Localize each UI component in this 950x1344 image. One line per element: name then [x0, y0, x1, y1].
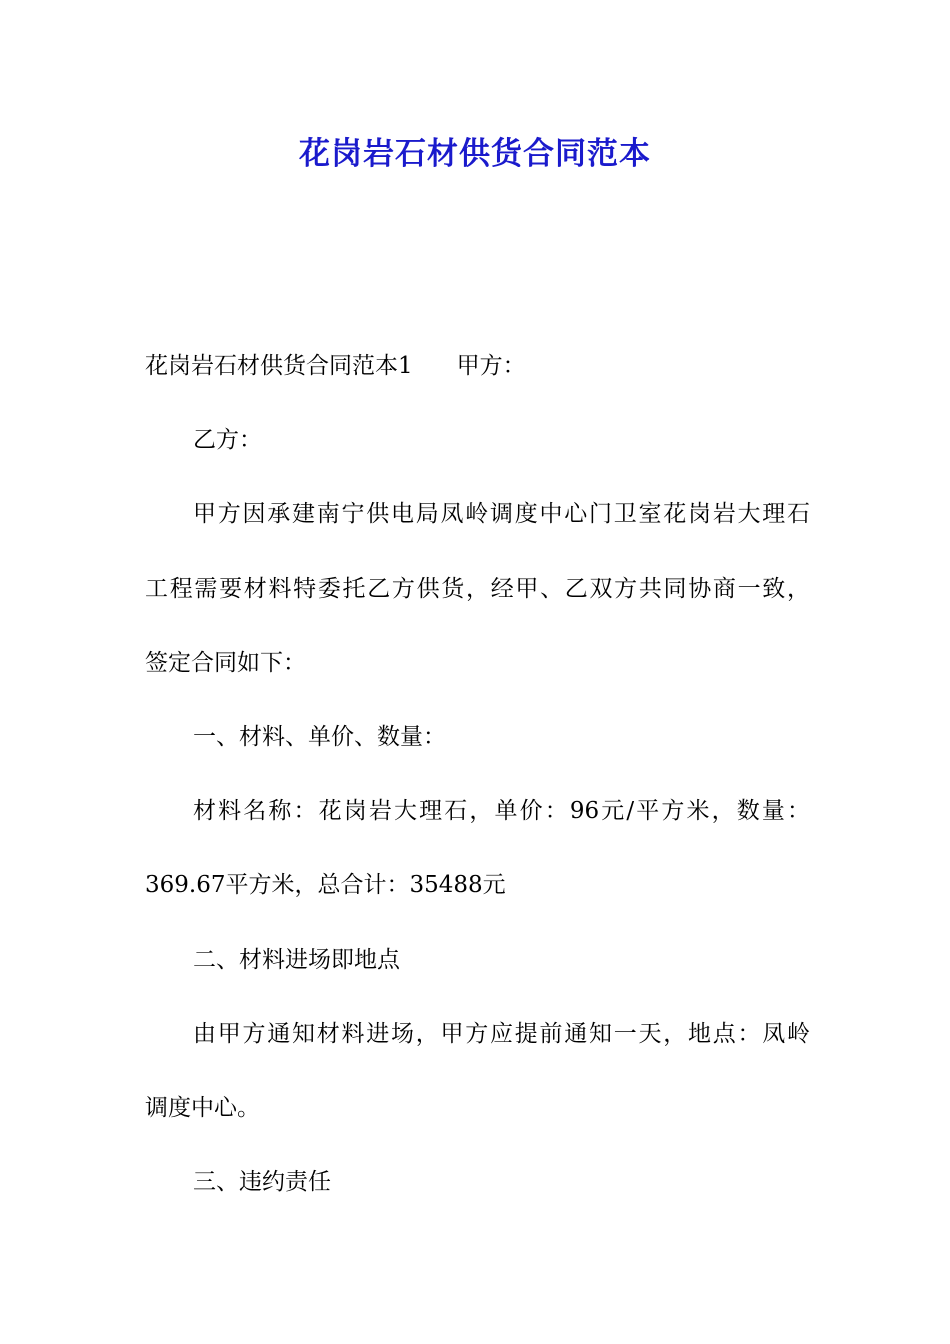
- body-line: 甲方因承建南宁供电局凤岭调度中心门卫室花岗岩大理石: [193, 501, 810, 528]
- body-line: 369.67平方米，总合计：35488元: [145, 872, 506, 899]
- party-a-label: 甲方：: [456, 353, 526, 379]
- body-line: [145, 329, 810, 403]
- document-title: 花岗岩石材供货合同范本: [299, 136, 651, 172]
- body-line: 工程需要材料特委托乙方供货，经甲、乙双方共同协商一致，: [145, 575, 810, 602]
- body-line: 材料名称：花岗岩大理石，单价：96元/平方米，数量：: [193, 798, 810, 825]
- body-line: 由甲方通知材料进场，甲方应提前通知一天，地点：凤岭: [193, 1020, 810, 1047]
- section-heading: 三、违约责任: [193, 1169, 331, 1196]
- section-heading: 一、材料、单价、数量：: [193, 723, 446, 750]
- contract-heading: 花岗岩石材供货合同范本1: [145, 353, 413, 379]
- party-b-label: 乙方：: [193, 427, 262, 454]
- body-line: 签定合同如下：: [145, 649, 306, 676]
- section-heading: 二、材料进场即地点: [193, 946, 400, 973]
- body-line: 调度中心。: [145, 1094, 260, 1121]
- document-body: [145, 329, 810, 1219]
